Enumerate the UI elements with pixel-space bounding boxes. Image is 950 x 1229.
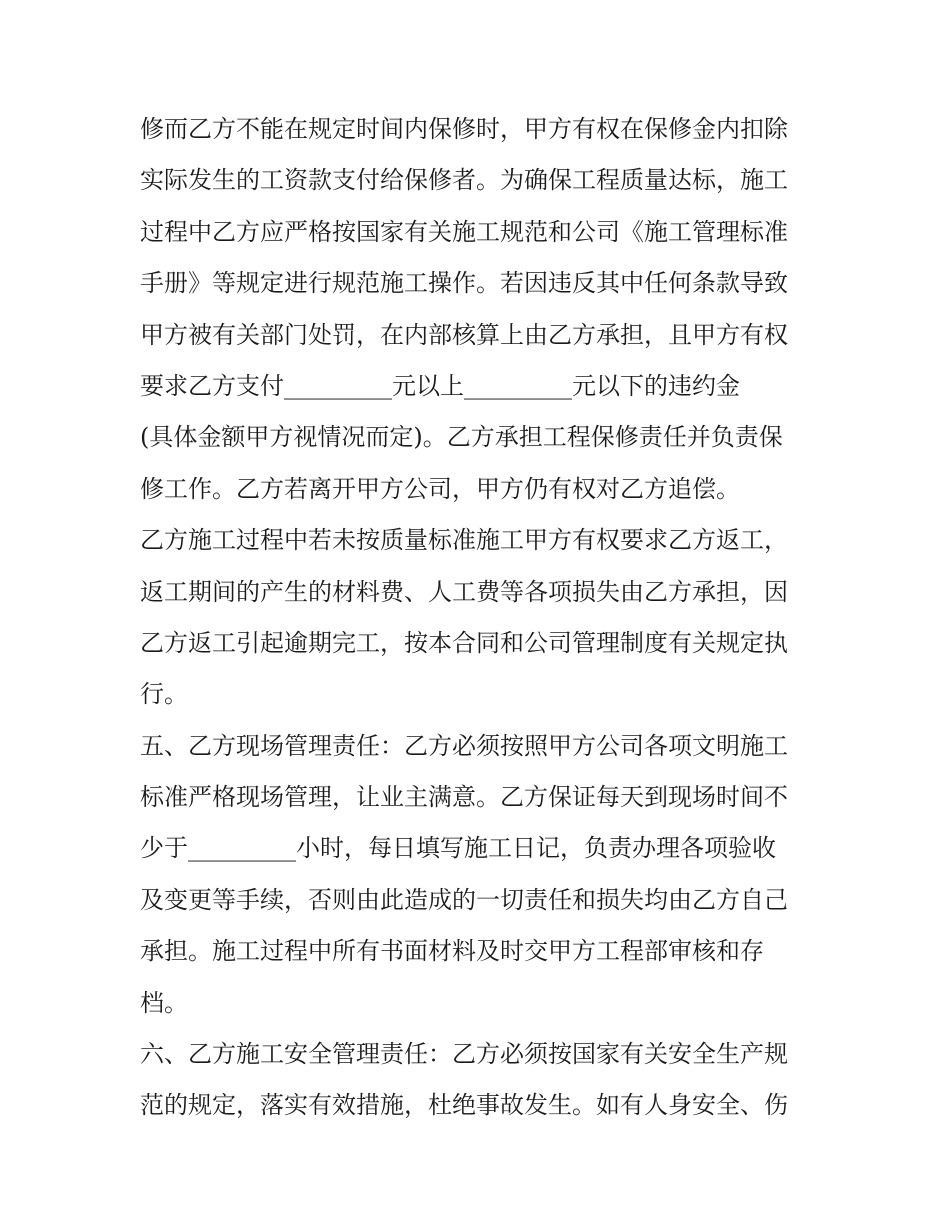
text-line: 乙方返工引起逾期完工，按本合同和公司管理制度有关规定执 bbox=[140, 628, 788, 657]
text-line: 行。 bbox=[140, 680, 188, 709]
text-line: 及变更等手续，否则由此造成的一切责任和损失均由乙方自己 bbox=[140, 885, 788, 914]
text-line: 少于_________小时，每日填写施工日记，负责办理各项验收 bbox=[140, 834, 776, 863]
text-line: 修工作。乙方若离开甲方公司，甲方仍有权对乙方追偿。 bbox=[140, 474, 740, 503]
text-line: 范的规定，落实有效措施，杜绝事故发生。如有人身安全、伤 bbox=[140, 1091, 788, 1120]
text-line: 要求乙方支付_________元以上_________元以下的违约金 bbox=[140, 371, 740, 400]
text-line: 标准严格现场管理，让业主满意。乙方保证每天到现场时间不 bbox=[140, 783, 788, 812]
text-line: (具体金额甲方视情况而定)。乙方承担工程保修责任并负责保 bbox=[140, 423, 783, 452]
text-line: 过程中乙方应严格按国家有关施工规范和公司《施工管理标准 bbox=[140, 217, 788, 246]
text-line: 返工期间的产生的材料费、人工费等各项损失由乙方承担，因 bbox=[140, 577, 788, 606]
text-line: 手册》等规定进行规范施工操作。若因违反其中任何条款导致 bbox=[140, 269, 788, 298]
section-heading-line: 六、乙方施工安全管理责任：乙方必须按国家有关安全生产规 bbox=[140, 1040, 788, 1069]
text-line: 承担。施工过程中所有书面材料及时交甲方工程部审核和存 bbox=[140, 937, 764, 966]
text-line: 档。 bbox=[140, 988, 188, 1017]
text-line: 甲方被有关部门处罚，在内部核算上由乙方承担，且甲方有权 bbox=[140, 320, 788, 349]
contract-text bbox=[140, 104, 816, 1132]
text-line: 乙方施工过程中若未按质量标准施工甲方有权要求乙方返工， bbox=[140, 526, 788, 555]
section-heading-line: 五、乙方现场管理责任：乙方必须按照甲方公司各项文明施工 bbox=[140, 731, 788, 760]
text-line: 实际发生的工资款支付给保修者。为确保工程质量达标，施工 bbox=[140, 166, 788, 195]
text-line: 修而乙方不能在规定时间内保修时，甲方有权在保修金内扣除 bbox=[140, 115, 788, 143]
